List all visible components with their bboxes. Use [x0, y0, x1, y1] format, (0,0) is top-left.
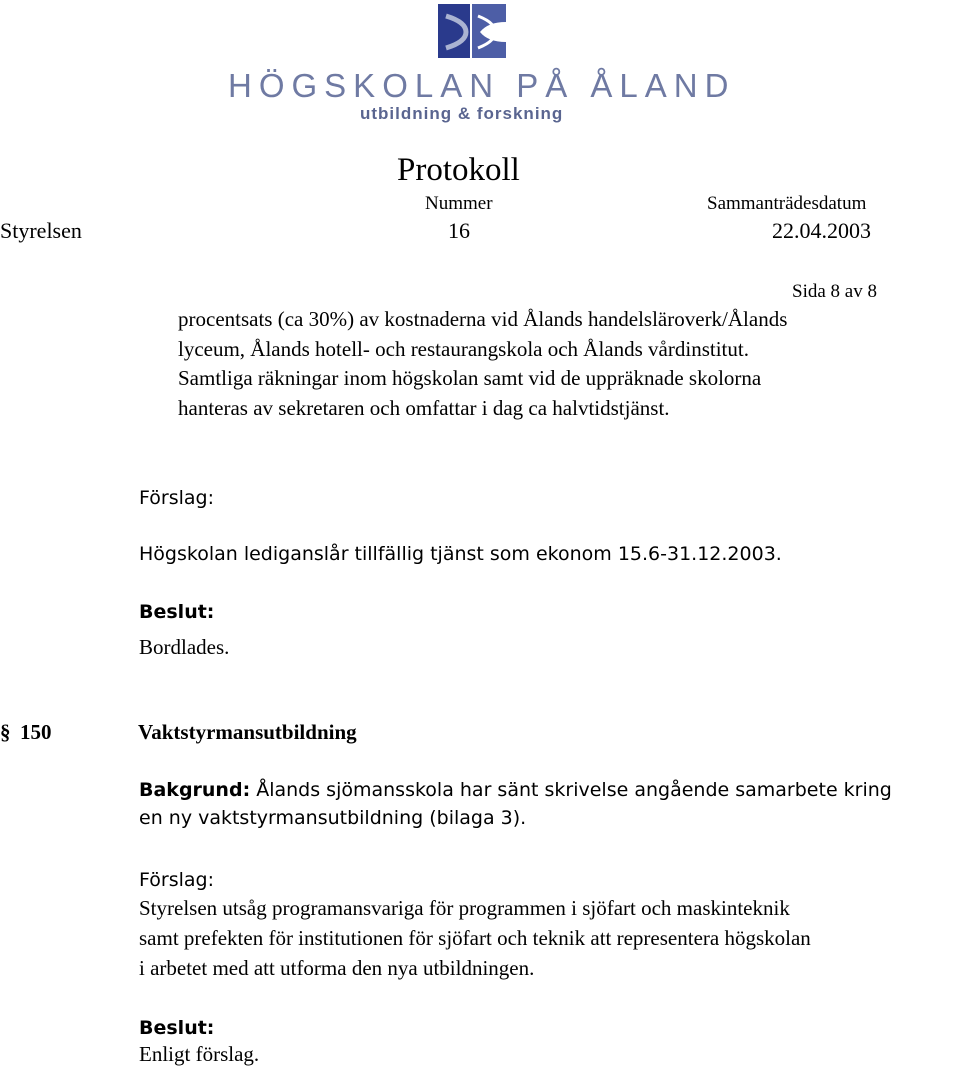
proposal-label: Förslag:: [139, 487, 214, 509]
header-number-label: Nummer: [425, 193, 493, 214]
paragraph-line: Styrelsen utsåg programansvariga för programmen i sjöfart och maskinteknik: [139, 896, 790, 920]
paragraph-line: en ny vaktstyrmansutbildning (bilaga 3).: [139, 807, 527, 829]
section-symbol: §: [0, 720, 11, 744]
header-number-value: 16: [448, 218, 470, 243]
paragraph-line: samt prefekten för institutionen för sjöfart och teknik att representera högskolan: [139, 926, 811, 950]
proposal-text: [139, 893, 811, 983]
header-date-label: Sammanträdesdatum: [707, 193, 867, 214]
decision-label: Beslut:: [139, 1017, 215, 1039]
logo-wordmark: HÖGSKOLAN PÅ ÅLAND: [228, 67, 736, 104]
paragraph-line: procentsats (ca 30%) av kostnaderna vid Ålands handelsläroverk/Ålands: [178, 307, 788, 331]
background-paragraph: [139, 776, 892, 832]
decision-text: Bordlades.: [139, 635, 230, 659]
paragraph-line: hanteras av sekretaren och omfattar i dag ca halvtidstjänst.: [178, 395, 670, 420]
header-organization: Styrelsen: [0, 218, 82, 243]
section-number: 150: [20, 720, 52, 744]
decision-label: Beslut:: [139, 601, 215, 623]
proposal-text: Högskolan lediganslår tillfällig tjänst som ekonom 15.6-31.12.2003.: [139, 543, 782, 565]
proposal-label: Förslag:: [139, 869, 214, 891]
university-logo-icon: [436, 2, 508, 60]
continuation-paragraph: [178, 305, 787, 423]
decision-text: Enligt förslag.: [139, 1042, 260, 1066]
section-heading: [0, 717, 357, 747]
page-indicator: Sida 8 av 8: [792, 281, 877, 302]
background-text: Ålands sjömansskola har sänt skrivelse angående samarbete kring: [256, 779, 892, 801]
background-label: Bakgrund:: [139, 779, 251, 801]
header-date-value: 22.04.2003: [772, 218, 871, 243]
document-title: Protokoll: [397, 152, 520, 188]
paragraph-line: i arbetet med att utforma den nya utbildningen.: [139, 956, 535, 980]
section-title: Vaktstyrmansutbildning: [138, 720, 357, 744]
paragraph-line: lyceum, Ålands hotell- och restaurangskola och Ålands vårdinstitut.: [178, 336, 749, 361]
logo-tagline: utbildning & forskning: [360, 104, 564, 123]
paragraph-line: Samtliga räkningar inom högskolan samt vid de uppräknade skolorna: [178, 366, 762, 390]
paragraph-line: [139, 776, 892, 804]
